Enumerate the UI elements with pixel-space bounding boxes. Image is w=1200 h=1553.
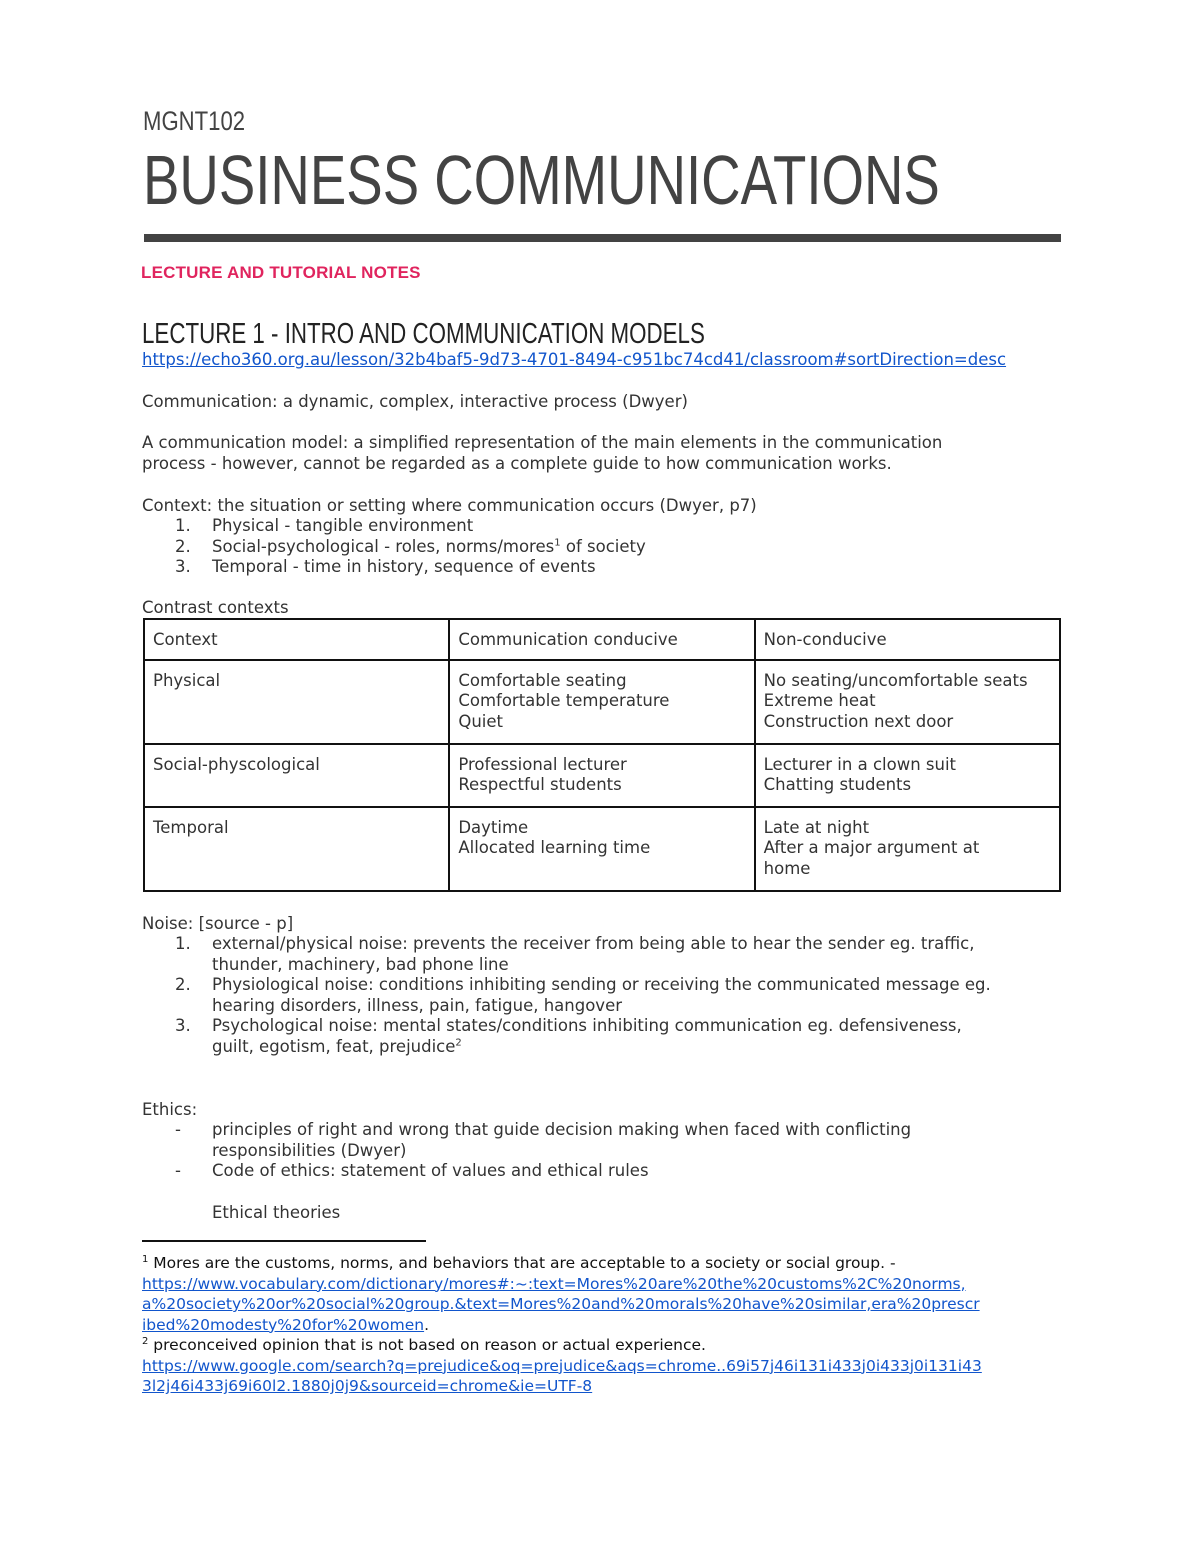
communication-definition: Communication: a dynamic, complex, interactive process (Dwyer) [142,392,688,411]
table-cell [755,660,1060,744]
footnote-text: Mores are the customs, norms, and behaviors that are acceptable to a society or social group. - [148,1254,896,1272]
list-item-text: Code of ethics: statement of values and ethical rules [212,1161,649,1180]
lecture-heading: LECTURE 1 - INTRO AND COMMUNICATION MODELS [142,318,705,350]
list-item-text: guilt, egotism, feat, prejudice [212,1036,456,1056]
noise-list [142,934,991,1057]
table-cell [144,744,449,807]
footnote-1-link[interactable]: a%20society%20or%20social%20group.&text=Mores%20and%20morals%20have%20similar,era%20prescr [142,1295,980,1313]
list-item [142,537,646,558]
table-cell [755,744,1060,807]
table-cell [755,807,1060,891]
table-cell-line: Chatting students [763,775,912,794]
table-cell-line: Professional lecturer [458,754,627,774]
table-row [144,744,1060,807]
section-subtitle: LECTURE AND TUTORIAL NOTES [141,263,421,282]
table-cell-line: Non-conducive [763,630,887,649]
list-item [142,975,991,1016]
table-cell-line: Physical [153,670,221,690]
list-item-text: external/physical noise: prevents the receiver from being able to hear the sender eg. traffic, [212,934,975,953]
list-item-text: Temporal - time in history, sequence of events [212,557,596,576]
footnote-1-link[interactable]: ibed%20modesty%20for%20women [142,1315,425,1334]
footnote-ref-2[interactable]: 2 [455,1037,462,1048]
list-marker: 1. [175,516,191,535]
list-item-text: hearing disorders, illness, pain, fatigue, hangover [212,995,623,1015]
footnote-2-link[interactable]: 3l2j46i433j69i60l2.1880j0j9&sourceid=chrome&ie=UTF-8 [142,1377,593,1395]
footnote-marker: 2 [142,1335,149,1347]
context-list [142,516,646,578]
list-marker: - [175,1120,181,1139]
footnote-tail: . [424,1315,430,1334]
list-item-text: thunder, machinery, bad phone line [212,954,509,974]
ethics-list [142,1120,911,1182]
model-definition-line2: process - however, cannot be regarded as a complete guide to how communication works. [142,454,892,473]
table-header-cell [755,619,1060,660]
footnote-2-link[interactable]: https://www.google.com/search?q=prejudice&oq=prejudice&aqs=chrome..69i57j46i131i433j0i433j0i131i43 [142,1356,982,1375]
footnote-text: preconceived opinion that is not based on reason or actual experience. [148,1336,706,1354]
table-cell-line: Temporal [153,817,229,837]
table-cell-line: Social-physcological [153,754,320,774]
list-item [142,934,991,975]
lecture-recording-link[interactable]: https://echo360.org.au/lesson/32b4baf5-9d73-4701-8494-c951bc74cd41/classroom#sortDirection=desc [142,350,1007,369]
list-item-text-tail: of society [560,536,646,556]
table-cell-line: Communication conducive [458,630,678,649]
table-cell-line: Lecturer in a clown suit [763,754,957,774]
table-cell [449,807,754,891]
table-cell-line: No seating/uncomfortable seats [763,670,1028,690]
contrast-contexts-table [143,618,1061,892]
model-definition-line1: A communication model: a simplified representation of the main elements in the communication [142,433,943,452]
list-item [142,1120,911,1161]
list-item [142,557,646,578]
table-cell-line: Respectful students [458,775,622,794]
table-cell-line: Late at night [763,817,870,837]
list-marker: 2. [175,975,191,994]
footnote-1 [142,1253,1060,1274]
table-cell-line: Daytime [458,817,529,837]
table-row [144,660,1060,744]
table-header-cell [449,619,754,660]
table-cell [144,807,449,891]
table-row [144,807,1060,891]
page-title: BUSINESS COMMUNICATIONS [143,141,940,219]
table-cell-line: Allocated learning time [458,838,651,857]
footnote-2 [142,1335,1060,1356]
table-cell-line: Comfortable temperature [458,691,670,710]
noise-label: Noise: [source - p] [142,914,294,933]
table-cell-line: home [763,858,811,878]
ethics-label: Ethics: [142,1100,198,1119]
table-cell [449,660,754,744]
list-marker: 3. [175,1016,191,1035]
footnote-ref-1[interactable]: 1 [554,537,561,548]
list-marker: 2. [175,536,191,556]
table-cell-line: Extreme heat [763,691,876,710]
list-item-text: Psychological noise: mental states/conditions inhibiting communication eg. defensiveness, [212,1016,962,1035]
list-marker: 3. [175,557,191,576]
contrast-label: Contrast contexts [142,598,289,617]
context-definition: Context: the situation or setting where communication occurs (Dwyer, p7) [142,496,757,515]
table-cell-line: Quiet [458,711,503,731]
list-item-text: Physical - tangible environment [212,516,474,535]
table-cell-line: After a major argument at [763,838,980,857]
list-item-text: responsibilities (Dwyer) [212,1140,407,1160]
footnotes [142,1253,1060,1397]
list-item [142,516,646,537]
list-item-text: Physiological noise: conditions inhibiting sending or receiving the communicated message eg. [212,975,991,994]
list-item [142,1016,991,1057]
list-item-text: Social-psychological - roles, norms/mores [212,536,555,556]
table-cell [449,744,754,807]
table-cell-line: Construction next door [763,711,954,731]
table-header-cell [144,619,449,660]
title-divider [144,234,1061,242]
list-item-text: principles of right and wrong that guide decision making when faced with conflicting [212,1120,912,1139]
footnote-1-link[interactable]: https://www.vocabulary.com/dictionary/mores#:~:text=Mores%20are%20the%20customs%2C%20norms, [142,1274,966,1293]
list-marker: 1. [175,934,191,953]
course-code: MGNT102 [143,106,246,136]
table-cell [144,660,449,744]
ethical-theories-label: Ethical theories [212,1203,341,1222]
footnote-divider [142,1240,426,1242]
table-cell-line: Context [153,630,218,649]
footnote-marker: 1 [142,1253,149,1265]
table-header-row [144,619,1060,660]
table-cell-line: Comfortable seating [458,670,627,690]
list-marker: - [175,1161,181,1180]
list-item [142,1161,911,1182]
